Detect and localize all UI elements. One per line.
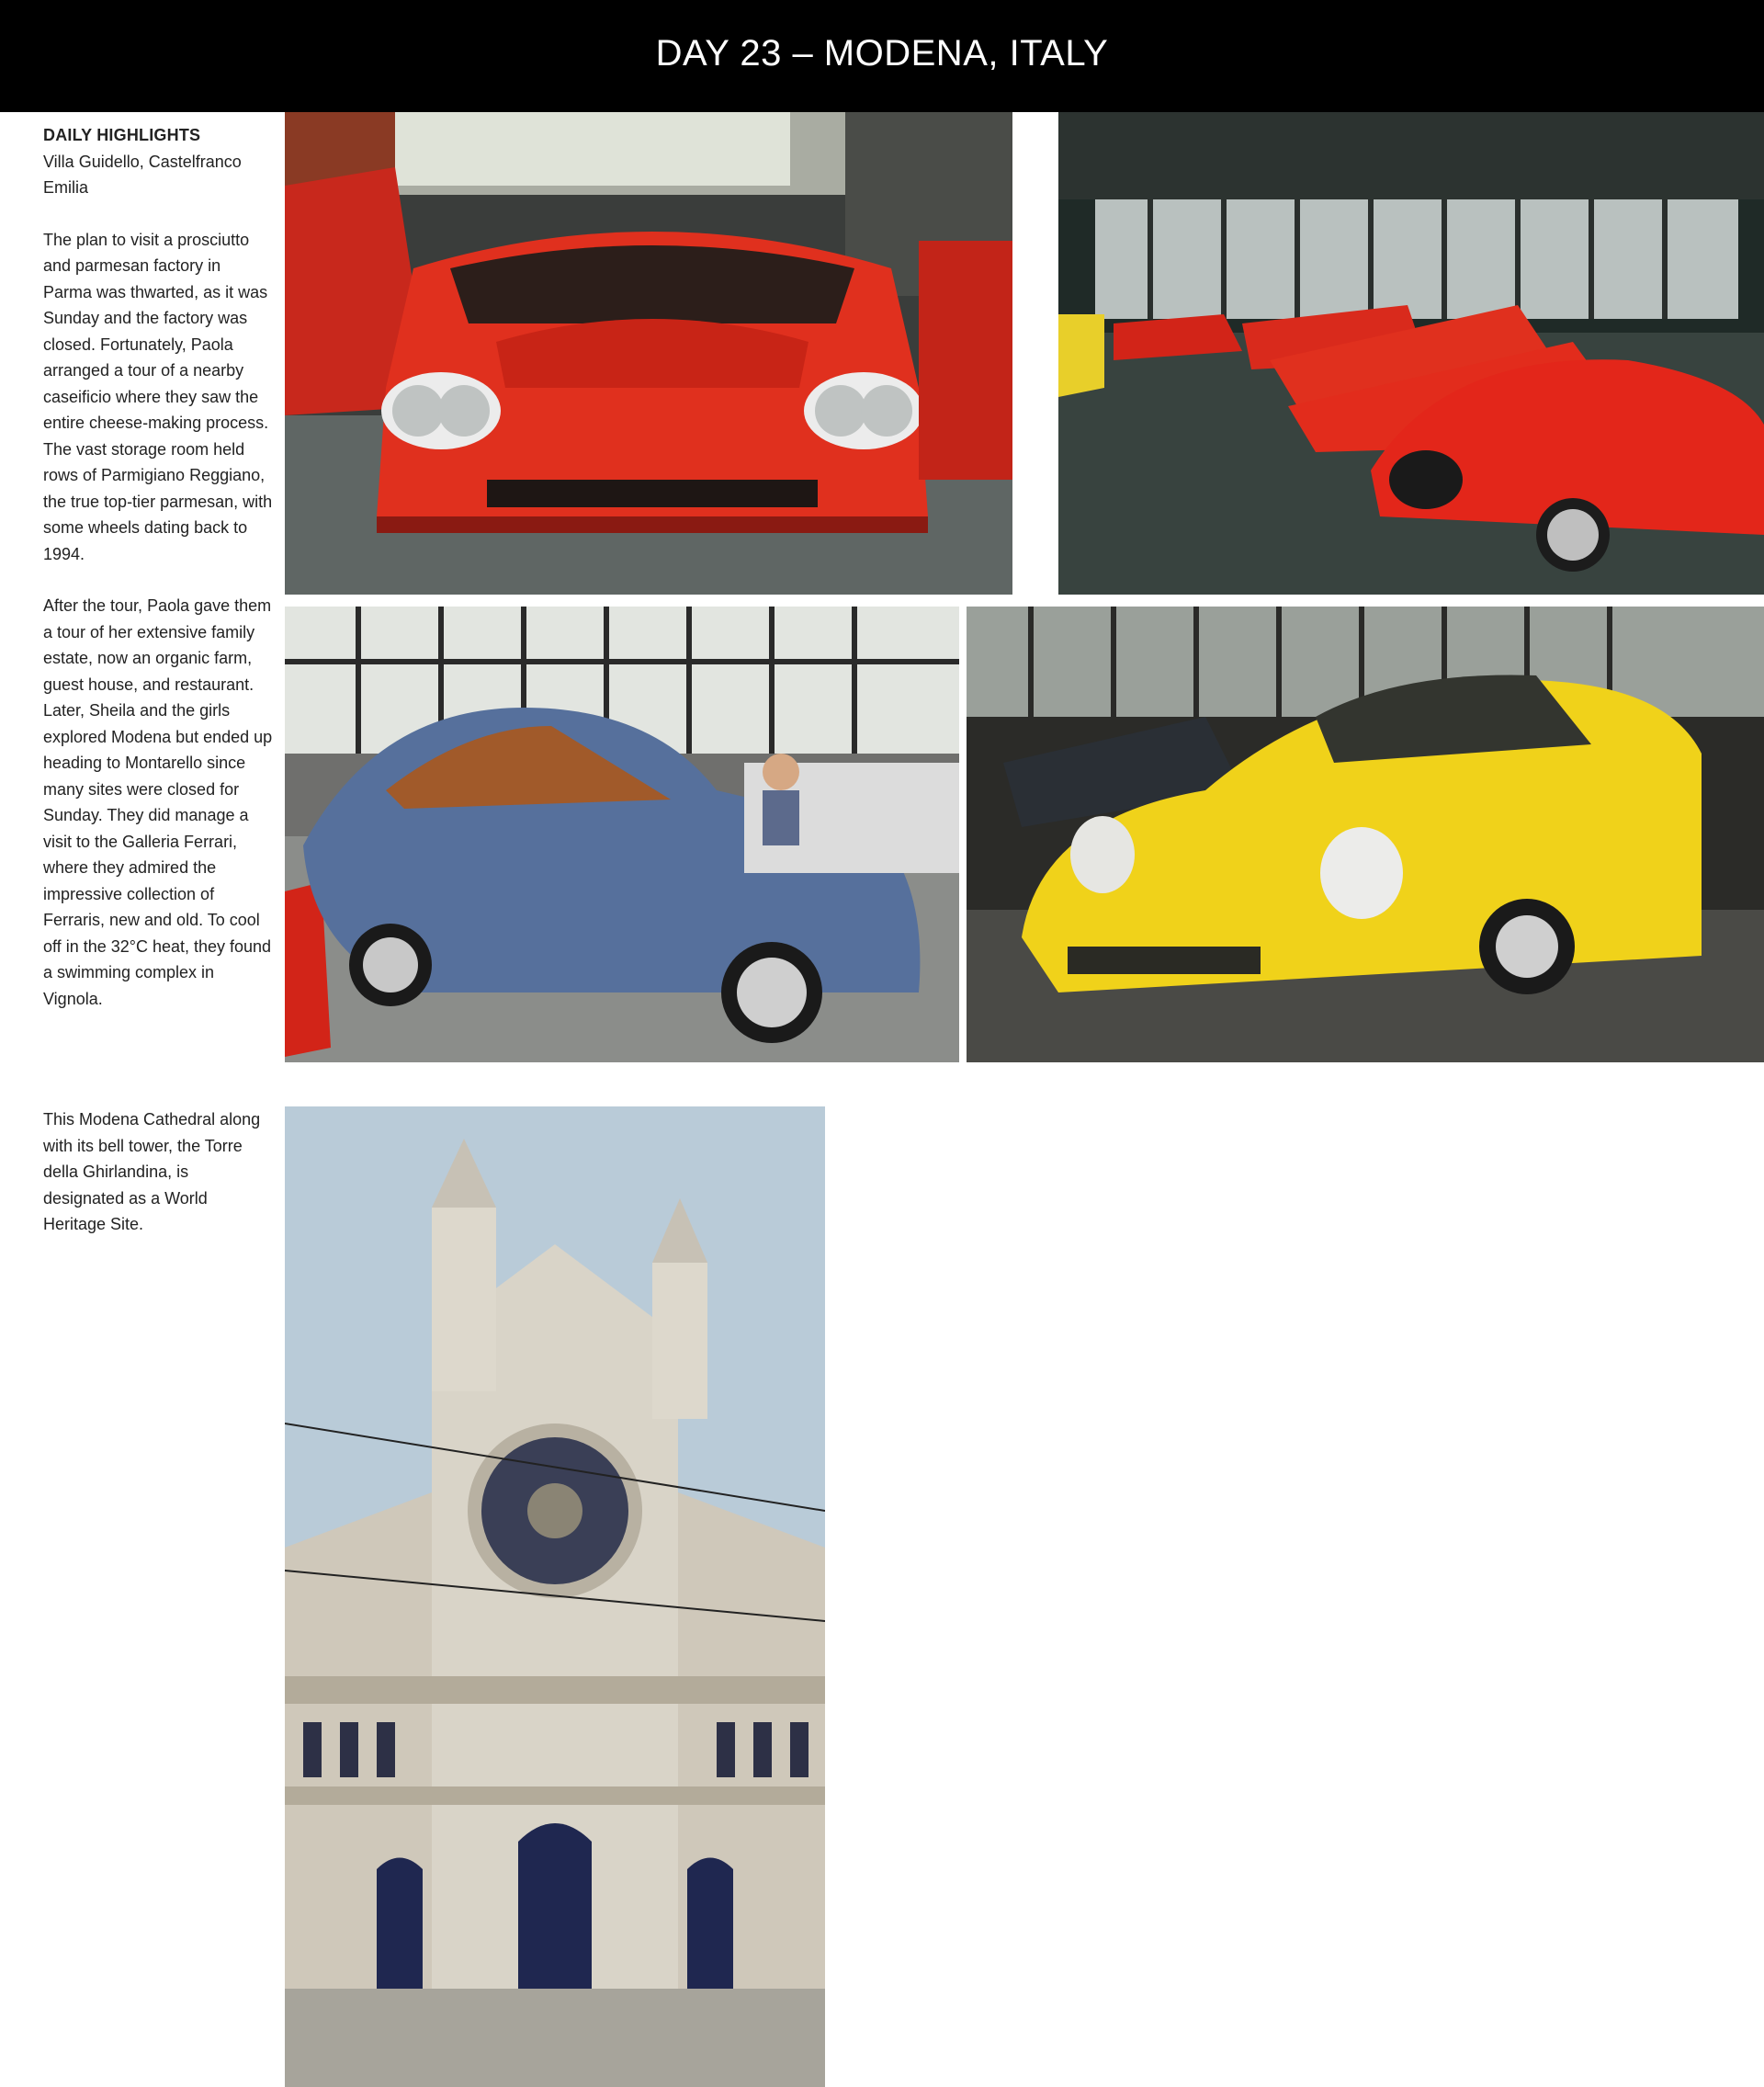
photo-modena-cathedral — [285, 1106, 825, 2087]
cathedral-caption-block — [43, 1106, 273, 1238]
photo-ferrari-showroom — [1058, 112, 1764, 595]
page-header — [0, 0, 1764, 112]
cathedral-caption: This Modena Cathedral along with its bell tower, the Torre della Ghirlandina, is designated as a World Heritage Site. — [43, 1110, 261, 1233]
highlights-paragraph-2: After the tour, Paola gave them a tour of her extensive family estate, now an organic farm, guest house, and restaurant. Later, Sheila and the girls explored Modena but ended up heading to Montarello since many sites were closed for Sunday. They did manage a visit to the Galleria Ferrari, where they admired the impressive collection of Ferraris, new and old. To cool off in the 32°C heat, they found a swimming complex in Vignola. — [43, 596, 273, 1008]
daily-highlights — [43, 122, 273, 1038]
highlights-paragraph-1: The plan to visit a prosciutto and parmesan factory in Parma was thwarted, as it was Sunday and the factory was closed. Fortunately, Paola arranged a tour of a nearby caseificio where they saw the entire cheese-making process. The vast storage room held rows of Parmigiano Reggiano, the true top-tier parmesan, with some wheels dating back to 1994. — [43, 230, 273, 563]
highlights-location: Villa Guidello, Castelfranco Emilia — [43, 152, 242, 197]
highlights-heading: DAILY HIGHLIGHTS — [43, 126, 201, 144]
photo-red-ferrari-front — [285, 112, 1012, 595]
photo-yellow-classic-car — [967, 607, 1764, 1062]
page-title: DAY 23 – MODENA, ITALY — [655, 33, 1109, 74]
photo-blue-classic-car — [285, 607, 959, 1062]
